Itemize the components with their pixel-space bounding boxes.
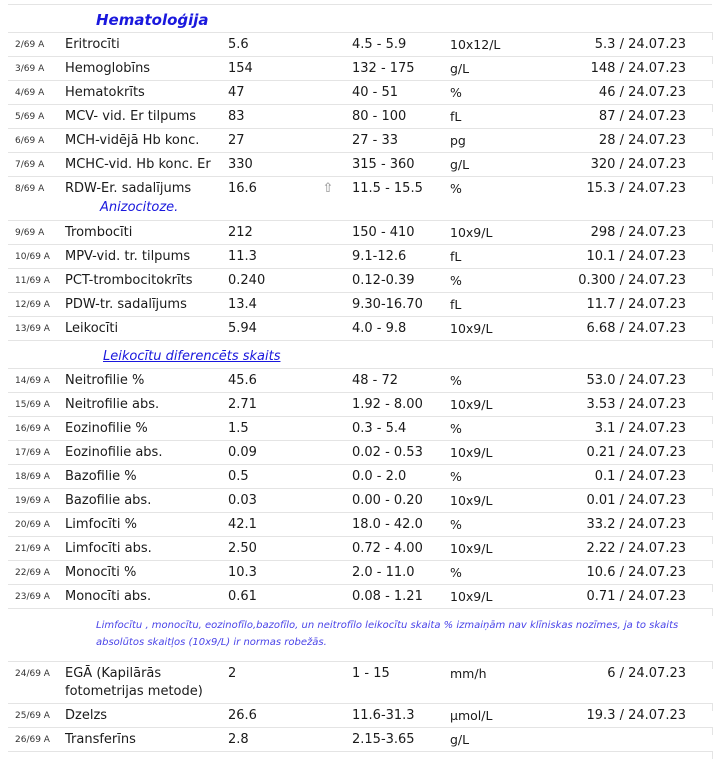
- test-name: Monocīti %: [65, 565, 137, 580]
- unit-label: g/L: [450, 157, 470, 172]
- test-name-cell: [57, 132, 220, 150]
- test-name-cell: [57, 156, 220, 174]
- result-value: 0.5: [228, 469, 249, 484]
- up-arrow-icon: [313, 396, 343, 414]
- unit-label: %: [450, 85, 462, 100]
- up-arrow-icon: [313, 320, 343, 338]
- row-id: 11/69 A: [15, 276, 50, 286]
- previous-result: 298 / 24.07.23: [590, 225, 686, 240]
- result-value: 2.71: [228, 397, 257, 412]
- row-id: 15/69 A: [15, 400, 50, 410]
- row-id: 16/69 A: [15, 424, 50, 434]
- previous-result: 19.3 / 24.07.23: [586, 708, 686, 723]
- lab-result-row: [8, 416, 712, 440]
- test-name: PCT-trombocitokrīts: [65, 273, 193, 288]
- test-name: MCHC-vid. Hb konc. Er: [65, 157, 211, 172]
- previous-result: 2.22 / 24.07.23: [586, 541, 686, 556]
- test-name: Leikocīti: [65, 321, 119, 336]
- test-name: RDW-Er. sadalījums: [65, 181, 192, 196]
- row-id: 17/69 A: [15, 448, 50, 458]
- lab-result-row: [8, 727, 712, 751]
- unit-label: 10x9/L: [450, 225, 493, 240]
- reference-range: 0.0 - 2.0: [352, 469, 407, 484]
- result-value: 5.94: [228, 321, 257, 336]
- unit-label: 10x9/L: [450, 589, 493, 604]
- subsection-heading-row: [8, 340, 712, 368]
- result-value: 2.50: [228, 541, 257, 556]
- row-id: 14/69 A: [15, 376, 50, 386]
- previous-result: 0.71 / 24.07.23: [586, 589, 686, 604]
- previous-result: 148 / 24.07.23: [590, 61, 686, 76]
- result-value: 45.6: [228, 373, 257, 388]
- test-comment: Anizocitoze.: [100, 200, 179, 215]
- up-arrow-icon: [313, 36, 343, 54]
- hematology-rows-group: [8, 32, 712, 340]
- unit-label: 10x12/L: [450, 37, 501, 52]
- previous-result: 0.1 / 24.07.23: [594, 469, 686, 484]
- previous-result: 3.53 / 24.07.23: [586, 397, 686, 412]
- unit-label: %: [450, 273, 462, 288]
- unit-label: 10x9/L: [450, 445, 493, 460]
- reference-range: 18.0 - 42.0: [352, 517, 423, 532]
- up-arrow-icon: [313, 108, 343, 126]
- unit-label: %: [450, 469, 462, 484]
- row-id: 18/69 A: [15, 472, 50, 482]
- lab-result-row: [8, 176, 712, 220]
- test-name: Monocīti abs.: [65, 589, 152, 604]
- lab-result-row: [8, 316, 712, 340]
- up-arrow-icon: [313, 468, 343, 486]
- lab-result-row: [8, 703, 712, 727]
- up-arrow-icon: [313, 588, 343, 606]
- up-arrow-icon: [313, 296, 343, 314]
- previous-result: 6 / 24.07.23: [607, 666, 686, 681]
- test-name-cell: [57, 296, 220, 314]
- reference-range: 150 - 410: [352, 225, 415, 240]
- test-name-cell: [57, 320, 220, 338]
- reference-range: 315 - 360: [352, 157, 415, 172]
- up-arrow-icon: [313, 492, 343, 510]
- test-name: EGĀ (Kapilārās fotometrijas metode): [65, 666, 203, 699]
- unit-label: fL: [450, 249, 462, 264]
- row-id: 24/69 A: [15, 669, 50, 679]
- previous-result: 0.300 / 24.07.23: [578, 273, 686, 288]
- test-name: Transferīns: [65, 732, 136, 747]
- previous-result: 46 / 24.07.23: [598, 85, 686, 100]
- up-arrow-icon: ⇧: [322, 181, 334, 196]
- previous-result: 53.0 / 24.07.23: [586, 373, 686, 388]
- up-arrow-icon: [313, 272, 343, 290]
- reference-range: 9.1-12.6: [352, 249, 407, 264]
- lab-result-row: [8, 220, 712, 244]
- test-name: Bazofilie abs.: [65, 493, 152, 508]
- reference-range: 0.3 - 5.4: [352, 421, 407, 436]
- test-name: Limfocīti %: [65, 517, 138, 532]
- result-value: 154: [228, 61, 253, 76]
- test-name-cell: [57, 444, 220, 462]
- subsection-title: Leikocītu diferencēts skaits: [103, 349, 281, 364]
- row-id: 20/69 A: [15, 520, 50, 530]
- table-bottom-border: [8, 751, 712, 752]
- test-name-cell: [57, 84, 220, 102]
- previous-result: 3.1 / 24.07.23: [594, 421, 686, 436]
- test-name: MCV- vid. Er tilpums: [65, 109, 197, 124]
- lab-result-row: [8, 392, 712, 416]
- lab-result-row: [8, 368, 712, 392]
- test-name-cell: [57, 707, 220, 725]
- test-name-cell: [57, 516, 220, 534]
- test-name-cell: [57, 468, 220, 486]
- row-id: 6/69 A: [15, 136, 45, 146]
- reference-range: 132 - 175: [352, 61, 415, 76]
- up-arrow-icon: [313, 420, 343, 438]
- reference-range: 0.12-0.39: [352, 273, 415, 288]
- test-name: Bazofilie %: [65, 469, 137, 484]
- test-name-cell: [57, 180, 220, 218]
- row-id: 7/69 A: [15, 160, 45, 170]
- test-name-cell: [57, 108, 220, 126]
- test-name-cell: [57, 492, 220, 510]
- result-value: 1.5: [228, 421, 249, 436]
- up-arrow-icon: [313, 665, 343, 701]
- lab-result-row: [8, 536, 712, 560]
- result-value: 2: [228, 666, 237, 681]
- result-value: 5.6: [228, 37, 249, 52]
- up-arrow-icon: [313, 516, 343, 534]
- reference-range: 2.0 - 11.0: [352, 565, 415, 580]
- lab-result-row: [8, 80, 712, 104]
- result-value: 27: [228, 133, 245, 148]
- lab-result-row: [8, 464, 712, 488]
- lab-result-row: [8, 104, 712, 128]
- previous-result: 87 / 24.07.23: [598, 109, 686, 124]
- lab-result-row: [8, 152, 712, 176]
- row-id: 19/69 A: [15, 496, 50, 506]
- lab-result-row: [8, 292, 712, 316]
- result-value: 83: [228, 109, 245, 124]
- reference-range: 11.6-31.3: [352, 708, 415, 723]
- test-name: Eozinofilie %: [65, 421, 148, 436]
- reference-range: 48 - 72: [352, 373, 399, 388]
- result-value: 42.1: [228, 517, 257, 532]
- previous-result: 6.68 / 24.07.23: [586, 321, 686, 336]
- row-id: 2/69 A: [15, 40, 45, 50]
- previous-result: 28 / 24.07.23: [598, 133, 686, 148]
- previous-result: 320 / 24.07.23: [590, 157, 686, 172]
- up-arrow-icon: [313, 132, 343, 150]
- test-name: MPV-vid. tr. tilpums: [65, 249, 191, 264]
- unit-label: 10x9/L: [450, 493, 493, 508]
- lab-result-row: [8, 32, 712, 56]
- unit-label: %: [450, 421, 462, 436]
- test-name: Eozinofilie abs.: [65, 445, 163, 460]
- reference-range: 0.72 - 4.00: [352, 541, 423, 556]
- result-value: 330: [228, 157, 253, 172]
- test-name-cell: [57, 224, 220, 242]
- unit-label: g/L: [450, 61, 470, 76]
- test-name-cell: [57, 588, 220, 606]
- reference-range: 4.5 - 5.9: [352, 37, 407, 52]
- section-heading-row: [8, 5, 712, 32]
- reference-range: 27 - 33: [352, 133, 399, 148]
- row-id: 9/69 A: [15, 228, 45, 238]
- up-arrow-icon: [313, 224, 343, 242]
- up-arrow-icon: [313, 731, 343, 749]
- test-name-cell: [57, 272, 220, 290]
- unit-label: %: [450, 181, 462, 196]
- result-value: 2.8: [228, 732, 249, 747]
- differential-rows-group: [8, 368, 712, 608]
- previous-result: 0.01 / 24.07.23: [586, 493, 686, 508]
- section-title: Hematoloģija: [96, 11, 209, 29]
- reference-range: 1 - 15: [352, 666, 390, 681]
- unit-label: 10x9/L: [450, 541, 493, 556]
- up-arrow-icon: [313, 84, 343, 102]
- test-name-cell: [57, 396, 220, 414]
- row-id: 5/69 A: [15, 112, 45, 122]
- up-arrow-icon: [313, 372, 343, 390]
- test-name-cell: [57, 665, 220, 701]
- row-id: 8/69 A: [15, 184, 45, 194]
- test-name-cell: [57, 372, 220, 390]
- lab-result-row: [8, 661, 712, 703]
- test-name: Hematokrīts: [65, 85, 145, 100]
- previous-result: [521, 731, 712, 749]
- previous-result: 33.2 / 24.07.23: [586, 517, 686, 532]
- test-name: Hemoglobīns: [65, 61, 151, 76]
- test-name: Dzelzs: [65, 708, 108, 723]
- reference-range: 80 - 100: [352, 109, 407, 124]
- test-name: Trombocīti: [65, 225, 133, 240]
- lab-result-row: [8, 440, 712, 464]
- test-name-cell: [57, 540, 220, 558]
- test-name: PDW-tr. sadalījums: [65, 297, 187, 312]
- footnote-row: [8, 608, 712, 661]
- test-name: Limfocīti abs.: [65, 541, 152, 556]
- result-value: 16.6: [228, 181, 257, 196]
- result-value: 26.6: [228, 708, 257, 723]
- row-id: 23/69 A: [15, 592, 50, 602]
- lab-result-row: [8, 268, 712, 292]
- previous-result: 5.3 / 24.07.23: [594, 37, 686, 52]
- unit-label: µmol/L: [450, 708, 493, 723]
- test-name-cell: [57, 248, 220, 266]
- test-name-cell: [57, 60, 220, 78]
- lab-results-page: [0, 4, 723, 754]
- unit-label: mm/h: [450, 666, 487, 681]
- lab-result-row: [8, 560, 712, 584]
- result-value: 212: [228, 225, 253, 240]
- unit-label: fL: [450, 109, 462, 124]
- row-id: 10/69 A: [15, 252, 50, 262]
- previous-result: 10.1 / 24.07.23: [586, 249, 686, 264]
- up-arrow-icon: [313, 444, 343, 462]
- reference-range: 0.08 - 1.21: [352, 589, 423, 604]
- previous-result: 11.7 / 24.07.23: [586, 297, 686, 312]
- lab-result-row: [8, 512, 712, 536]
- up-arrow-icon: [313, 248, 343, 266]
- test-name-cell: [57, 36, 220, 54]
- unit-label: 10x9/L: [450, 397, 493, 412]
- previous-result: 0.21 / 24.07.23: [586, 445, 686, 460]
- result-value: 0.240: [228, 273, 266, 288]
- previous-result: 15.3 / 24.07.23: [586, 181, 686, 196]
- test-name-cell: [57, 420, 220, 438]
- result-value: 13.4: [228, 297, 257, 312]
- test-name: MCH-vidējā Hb konc.: [65, 133, 200, 148]
- unit-label: g/L: [450, 732, 470, 747]
- up-arrow-icon: [313, 707, 343, 725]
- unit-label: 10x9/L: [450, 321, 493, 336]
- test-name: Neitrofilie %: [65, 373, 145, 388]
- result-value: 0.09: [228, 445, 257, 460]
- up-arrow-icon: [313, 564, 343, 582]
- unit-label: fL: [450, 297, 462, 312]
- up-arrow-icon: [313, 156, 343, 174]
- lab-result-row: [8, 488, 712, 512]
- unit-label: %: [450, 565, 462, 580]
- test-name-cell: [57, 564, 220, 582]
- reference-range: 40 - 51: [352, 85, 399, 100]
- unit-label: pg: [450, 133, 466, 148]
- row-id: 13/69 A: [15, 324, 50, 334]
- reference-range: 4.0 - 9.8: [352, 321, 407, 336]
- result-value: 0.61: [228, 589, 257, 604]
- result-value: 11.3: [228, 249, 257, 264]
- row-id: 3/69 A: [15, 64, 45, 74]
- reference-range: 0.02 - 0.53: [352, 445, 423, 460]
- row-id: 22/69 A: [15, 568, 50, 578]
- test-name-cell: [57, 731, 220, 749]
- row-id: 21/69 A: [15, 544, 50, 554]
- reference-range: 11.5 - 15.5: [352, 181, 423, 196]
- reference-range: 2.15-3.65: [352, 732, 415, 747]
- row-id: 26/69 A: [15, 735, 50, 745]
- up-arrow-icon: [313, 540, 343, 558]
- row-id: 4/69 A: [15, 88, 45, 98]
- row-id: 25/69 A: [15, 711, 50, 721]
- lab-result-row: [8, 244, 712, 268]
- result-value: 10.3: [228, 565, 257, 580]
- footnote-text: Limfocītu , monocītu, eozinofīlo,bazofīlo, un neitrofīlo leikocītu skaita % izmaiņām nav klīniskas nozīmes, ja to skaits absolūtos skaitļos (10x9/L) ir normas robežās.: [96, 620, 679, 648]
- test-name: Eritrocīti: [65, 37, 120, 52]
- additional-rows-group: [8, 661, 712, 751]
- lab-results-table: [8, 4, 712, 752]
- lab-result-row: [8, 56, 712, 80]
- previous-result: 10.6 / 24.07.23: [586, 565, 686, 580]
- unit-label: %: [450, 373, 462, 388]
- up-arrow-icon: [313, 60, 343, 78]
- lab-result-row: [8, 584, 712, 608]
- row-id: 12/69 A: [15, 300, 50, 310]
- lab-result-row: [8, 128, 712, 152]
- reference-range: 0.00 - 0.20: [352, 493, 423, 508]
- reference-range: 9.30-16.70: [352, 297, 423, 312]
- test-name: Neitrofilie abs.: [65, 397, 160, 412]
- result-value: 0.03: [228, 493, 257, 508]
- unit-label: %: [450, 517, 462, 532]
- result-value: 47: [228, 85, 245, 100]
- reference-range: 1.92 - 8.00: [352, 397, 423, 412]
